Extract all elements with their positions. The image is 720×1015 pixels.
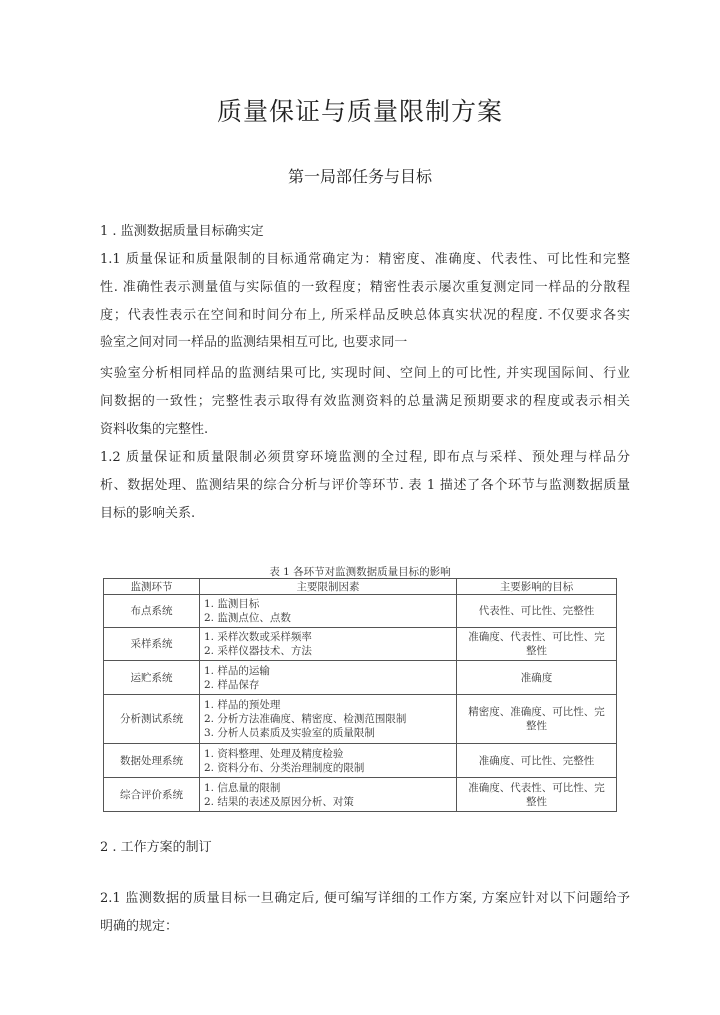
- column-header: 主要影响的目标: [457, 579, 617, 595]
- table-header-row: [104, 579, 617, 595]
- targets-cell: [457, 628, 617, 661]
- factor-line: 2. 分析方法准确度、精密度、检测范围限制: [204, 713, 407, 725]
- table-caption: 表 1 各环节对监测数据质量目标的影响: [269, 566, 451, 578]
- factor-line: 1. 样品的预处理: [204, 699, 281, 711]
- table-row: [104, 744, 617, 778]
- paragraph-line: 1.2 质量保证和质量限制必须贯穿环境监测的全过程, 即布点与采样、预处理与样品分: [100, 450, 630, 465]
- column-header: 监测环节: [104, 579, 200, 595]
- target-line: 整性: [526, 720, 547, 732]
- factors-cell: [200, 695, 457, 744]
- paragraph-line: 1.1 质量保证和质量限制的目标通常确定为：精密度、准确度、代表性、可比性和完整: [100, 252, 630, 267]
- table-row: [104, 661, 617, 695]
- targets-cell: [457, 661, 617, 695]
- paragraph-line: 间数据的一致性；完整性表示取得有效监测资料的总量满足预期要求的程度或表示相关: [100, 394, 630, 409]
- section-subtitle: 第一局部任务与目标: [287, 167, 432, 186]
- target-line: 精密度、准确度、可比性、完: [468, 706, 605, 718]
- factors-cell: [200, 595, 457, 628]
- paragraph-line: 资料收集的完整性.: [100, 422, 209, 437]
- paragraph-line: 明确的规定：: [100, 919, 179, 934]
- paragraph-line: 验室之间对同一样品的监测结果相互可比, 也要求同一: [100, 335, 408, 350]
- paragraph-line: 实验室分析相同样品的监测结果可比, 实现时间、空间上的可比性, 并实现国际间、行业: [100, 366, 630, 381]
- factor-line: 2. 采样仪器技术、方法: [204, 645, 312, 657]
- paragraph-line: 度；代表性表示在空间和时间分布上, 所采样品反映总体真实状况的程度. 不仅要求各实: [100, 308, 630, 323]
- factors-cell: [200, 628, 457, 661]
- targets-cell: [457, 595, 617, 628]
- factors-cell: [200, 778, 457, 812]
- target-line: 准确度: [520, 671, 553, 684]
- target-line: 代表性、可比性、完整性: [478, 605, 595, 617]
- stage-cell: 采样系统: [104, 628, 200, 661]
- factor-line: 1. 样品的运输: [204, 664, 270, 677]
- impact-table: [103, 578, 617, 812]
- targets-cell: [457, 695, 617, 744]
- column-header: 主要限制因素: [200, 579, 457, 595]
- target-line: 准确度、代表性、可比性、完: [468, 631, 605, 643]
- stage-cell: 数据处理系统: [104, 744, 200, 778]
- factor-line: 1. 监测目标: [204, 598, 260, 610]
- factors-cell: [200, 744, 457, 778]
- factors-cell: [200, 661, 457, 695]
- target-line: 整性: [526, 795, 547, 808]
- factor-line: 3. 分析人员素质及实验室的质量限制: [204, 727, 375, 739]
- factor-line: 2. 资料分布、分类治理制度的限制: [204, 761, 365, 774]
- stage-cell: 综合评价系统: [104, 778, 200, 812]
- paragraph-line: 目标的影响关系.: [100, 506, 196, 521]
- target-line: 准确度、代表性、可比性、完: [468, 781, 605, 794]
- paragraph-line: 性. 准确性表示测量值与实际值的一致程度；精密性表示屡次重复测定同一样品的分散程: [100, 280, 630, 295]
- factor-line: 1. 采样次数或采样频率: [204, 631, 312, 643]
- paragraph-line: 析、数据处理、监测结果的综合分析与评价等环节. 表 1 描述了各个环节与监测数据质量: [100, 478, 630, 493]
- table-row: [104, 695, 617, 744]
- factor-line: 1. 资料整理、处理及精度检验: [204, 747, 344, 760]
- table-row: [104, 628, 617, 661]
- table-row: [104, 778, 617, 812]
- section-heading: 1 . 监测数据质量目标确实定: [100, 224, 264, 239]
- paragraph-line: 2.1 监测数据的质量目标一旦确定后, 便可编写详细的工作方案, 方案应针对以下问题给予: [100, 891, 630, 906]
- factor-line: 1. 信息量的限制: [204, 781, 281, 794]
- targets-cell: [457, 778, 617, 812]
- target-line: 整性: [526, 645, 547, 657]
- targets-cell: [457, 744, 617, 778]
- factor-line: 2. 样品保存: [204, 678, 260, 691]
- factor-line: 2. 结果的表述及原因分析、对策: [204, 795, 354, 808]
- section-heading: 2 . 工作方案的制订: [100, 840, 212, 855]
- stage-cell: 布点系统: [104, 595, 200, 628]
- page-title: 质量保证与质量限制方案: [216, 97, 503, 126]
- stage-cell: 分析测试系统: [104, 695, 200, 744]
- stage-cell: 运贮系统: [104, 661, 200, 695]
- factor-line: 2. 监测点位、点数: [204, 612, 291, 624]
- target-line: 准确度、可比性、完整性: [478, 754, 595, 767]
- table-row: [104, 595, 617, 628]
